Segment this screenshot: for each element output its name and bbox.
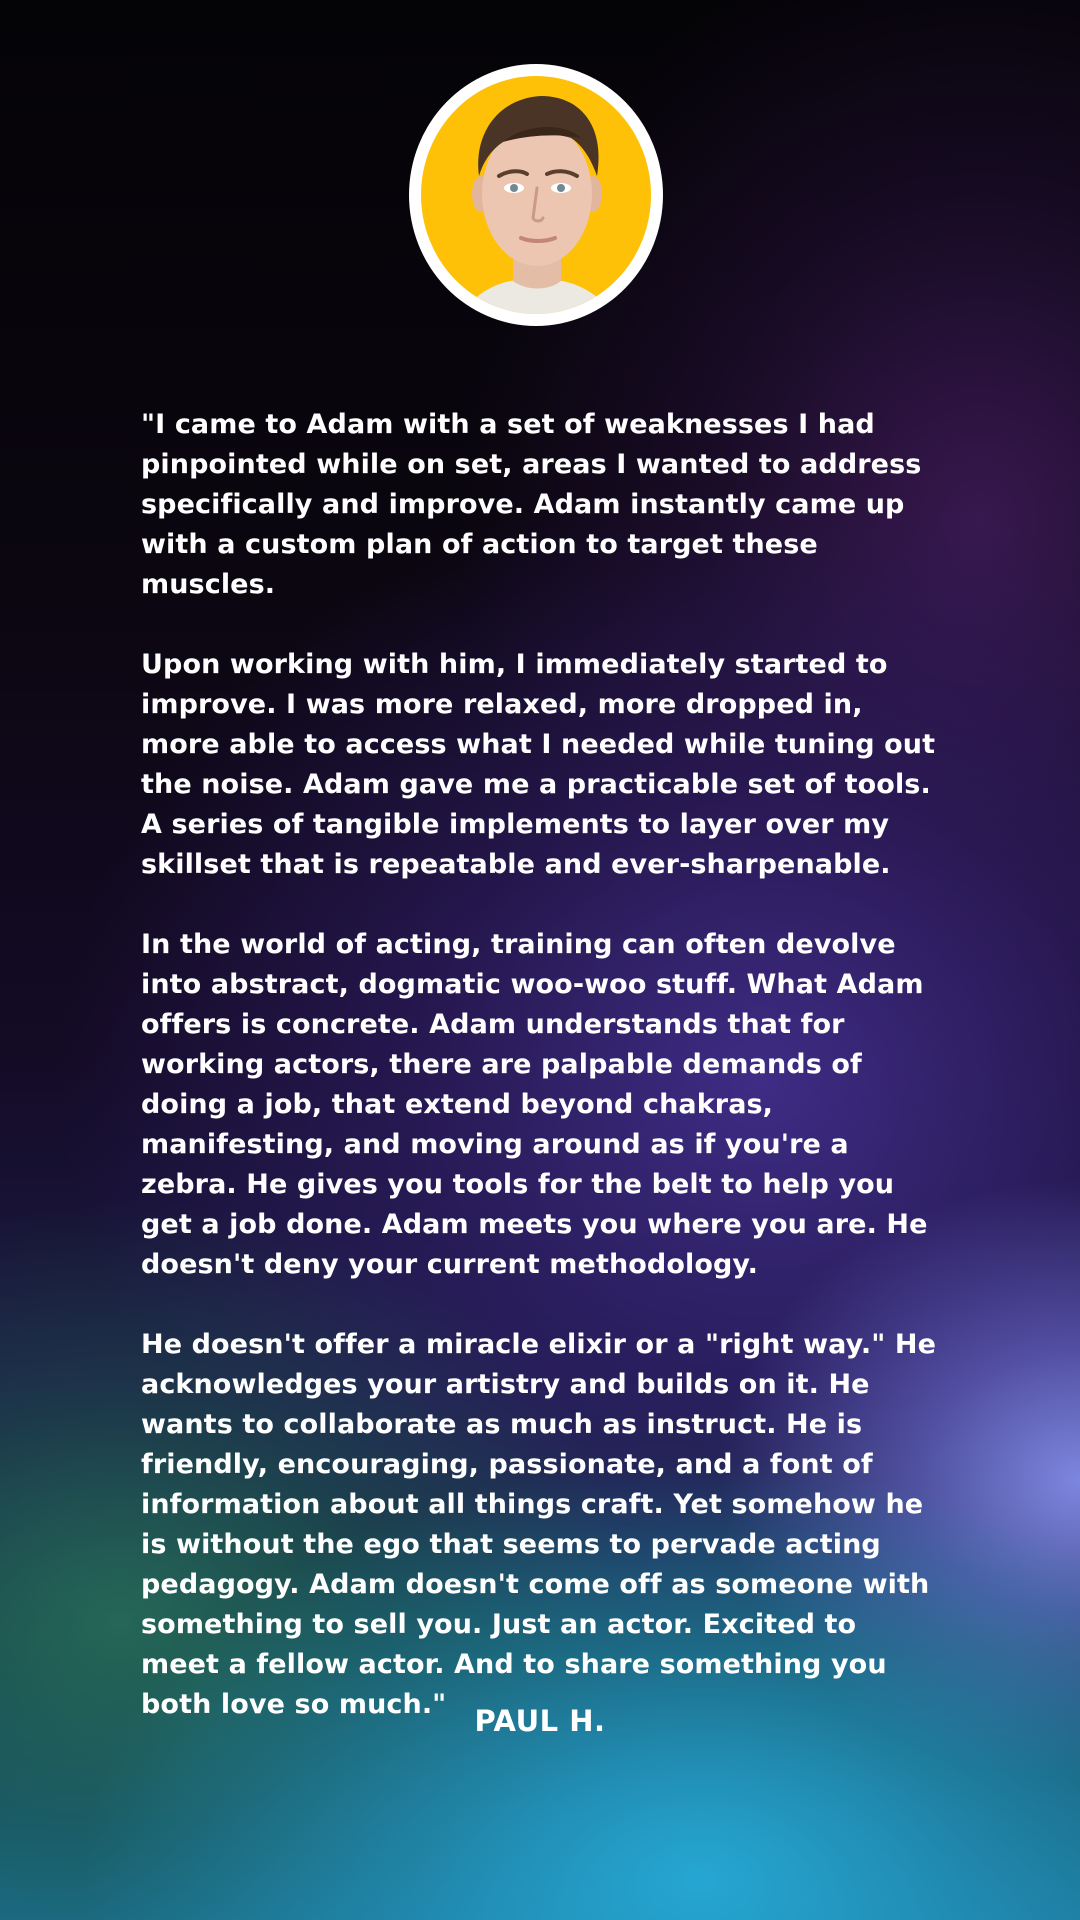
avatar — [421, 76, 651, 314]
testimonial-paragraph-4: He doesn't offer a miracle elixir or a "right way." He acknowledges your artistry and builds on it. He wants to collaborate as much as instruct. He is friendly, encouraging, passionate, and a font of information about all things craft. Yet somehow he is without the ego that seems to pervade acting pedagogy. Adam doesn't come off as someone with something to sell you. Just an actor. Excited to meet a fellow actor. And to share something you both love so much." — [141, 1329, 937, 1720]
testimonial-author: PAUL H. — [474, 1704, 606, 1738]
testimonial-paragraph-1: "I came to Adam with a set of weaknesses I had pinpointed while on set, areas I wanted to address specifically and improve. Adam instantly came up with a custom plan of action to target these muscles. — [141, 409, 922, 600]
testimonial-paragraph-2: Upon working with him, I immediately started to improve. I was more relaxed, more dropped in, more able to access what I needed while tuning out the noise. Adam gave me a practicable set of tools. A series of tangible implements to layer over my skillset that is repeatable and ever-sharpenable. — [141, 649, 936, 880]
avatar-ring — [409, 64, 663, 326]
testimonial-quote — [141, 405, 941, 1765]
testimonial-paragraph-3: In the world of acting, training can often devolve into abstract, dogmatic woo-woo stuff. What Adam offers is concrete. Adam understands that for working actors, there are palpable demands of doing a job, that extend beyond chakras, manifesting, and moving around as if you're a zebra. He gives you tools for the belt to help you get a job done. Adam meets you where you are. He doesn't deny your current methodology. — [141, 929, 928, 1280]
